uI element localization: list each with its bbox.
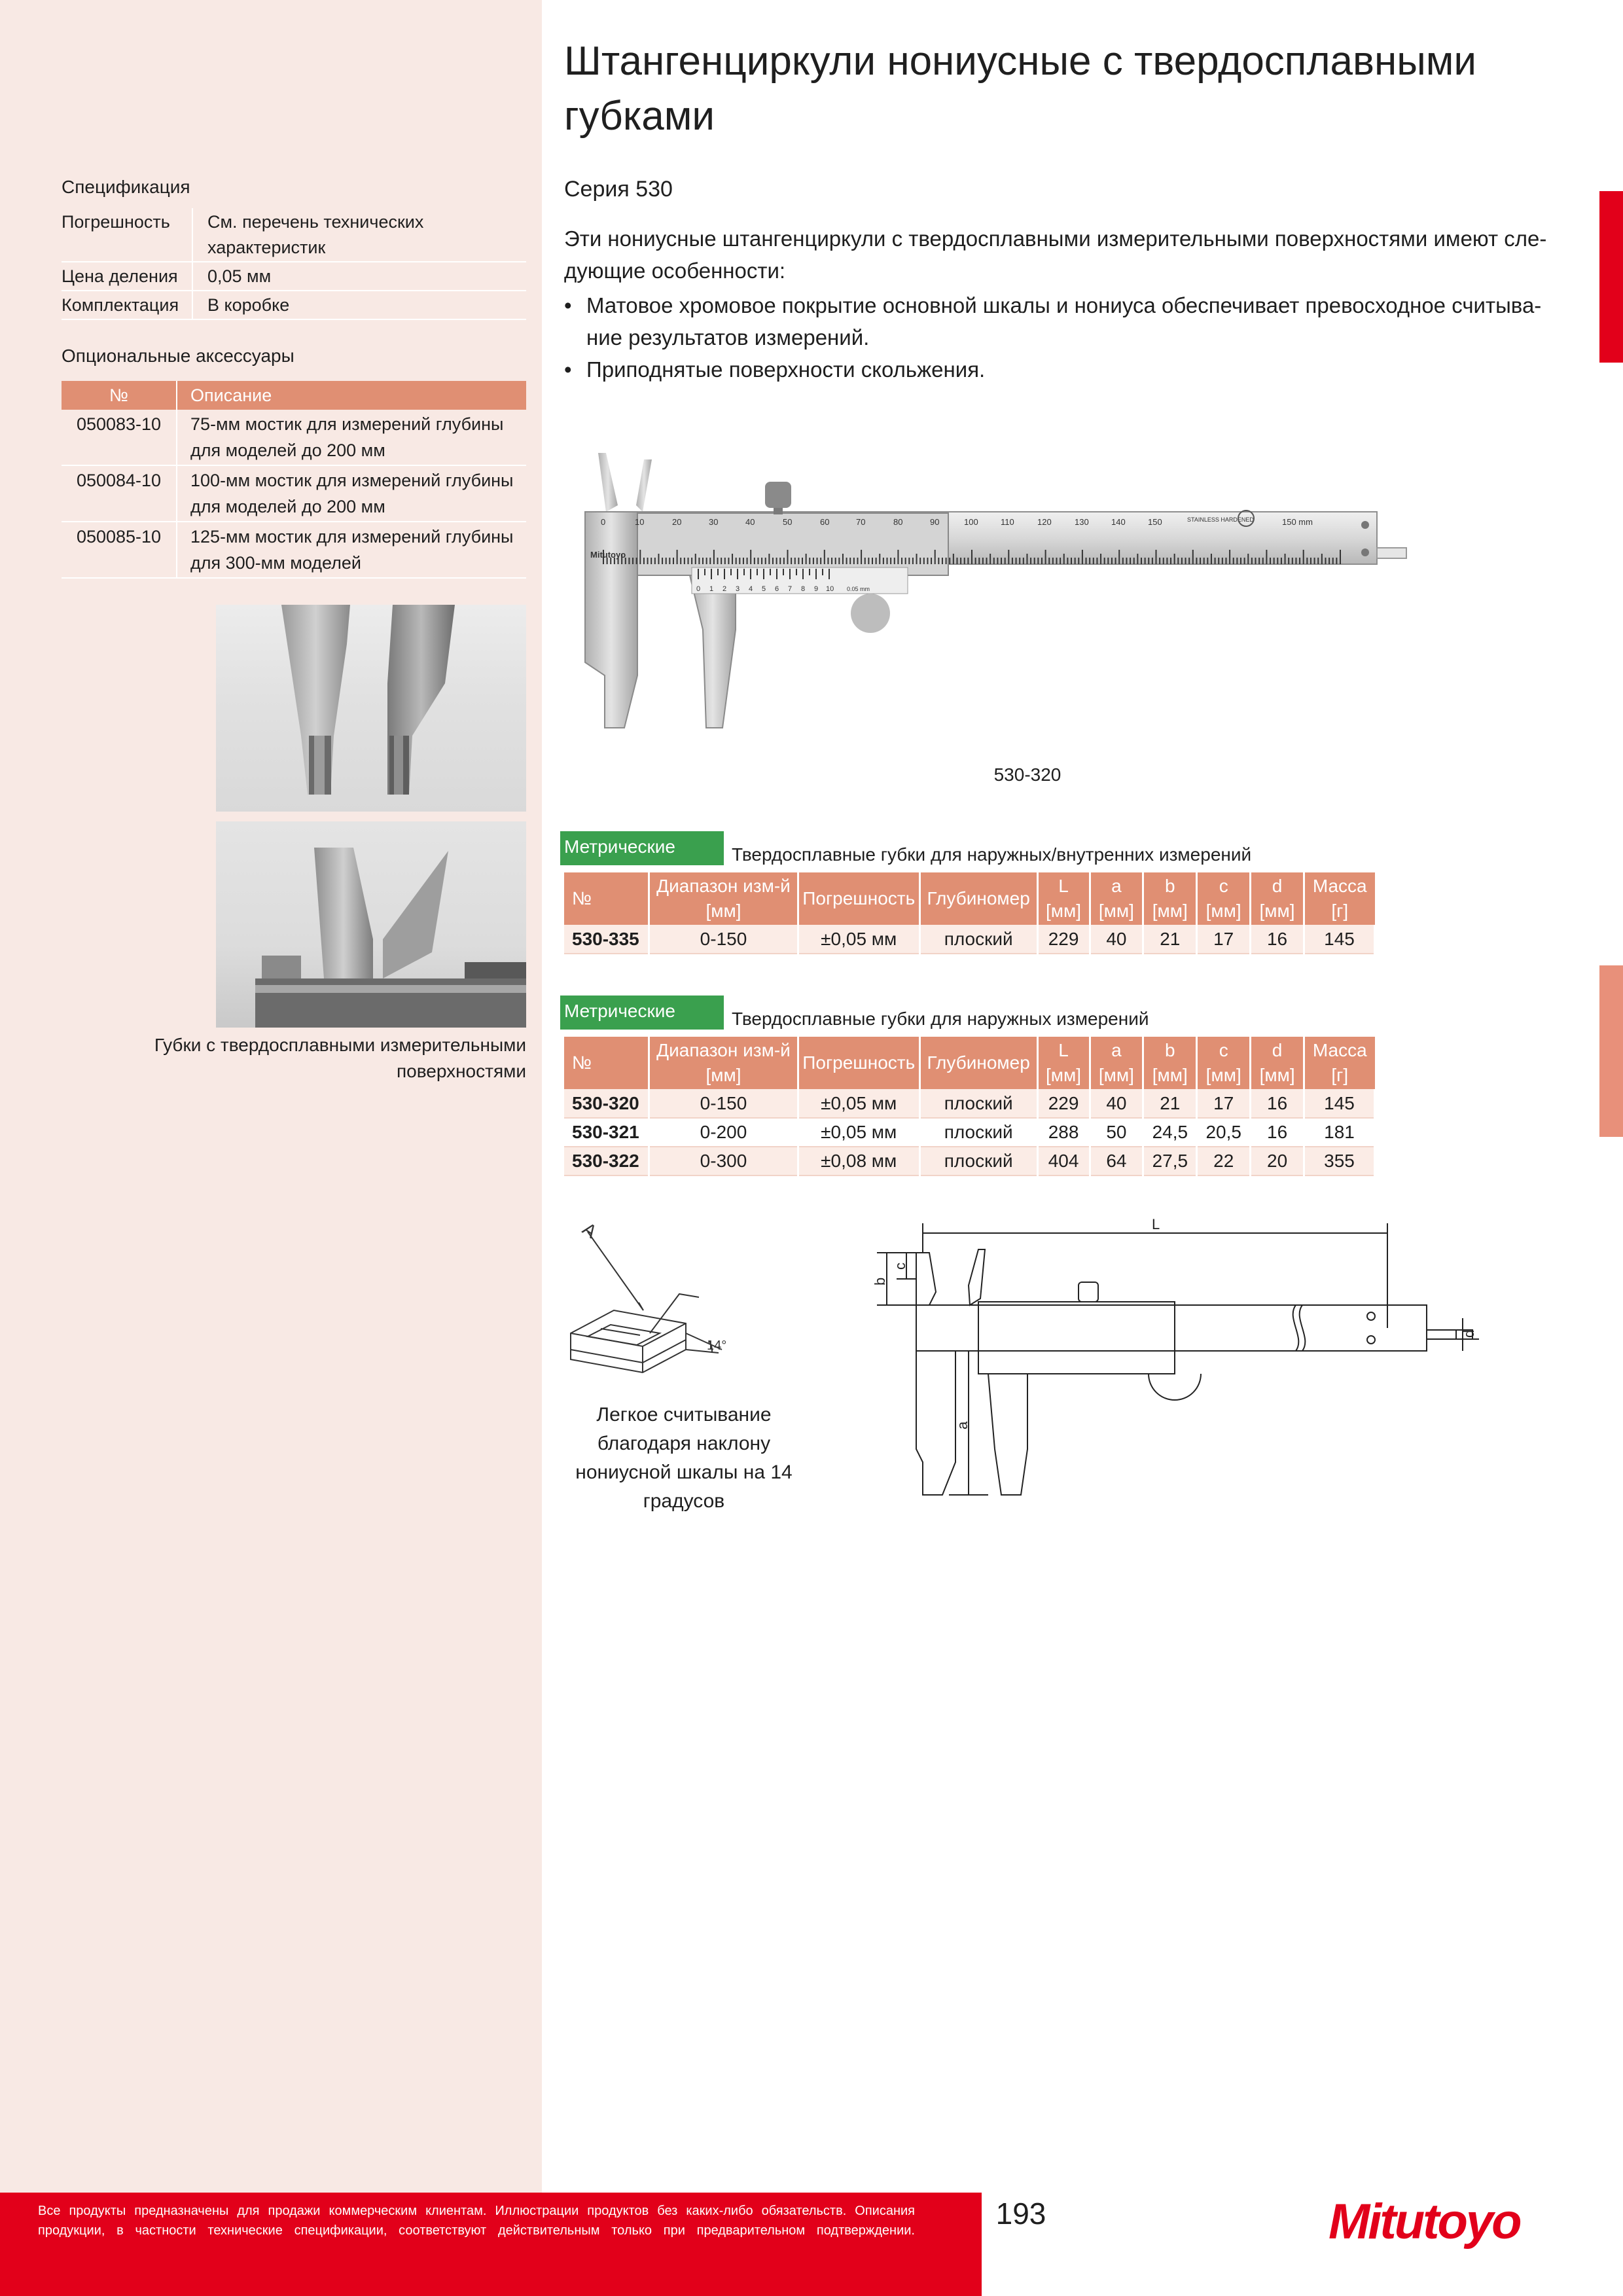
cell-L: 229	[1037, 1089, 1090, 1118]
col-d: d [мм]	[1251, 872, 1304, 925]
table2-tag: Метрические	[560, 996, 724, 1030]
cell-depth: плоский	[919, 925, 1037, 954]
scale-number: 40	[745, 517, 755, 527]
col-d: d [мм]	[1251, 1037, 1304, 1089]
spec-key: Погрешность	[62, 208, 192, 262]
spec-title: Спецификация	[62, 177, 190, 197]
spec-row	[62, 208, 526, 262]
dim-label-L: L	[1152, 1216, 1160, 1232]
dim-label-a: a	[954, 1421, 971, 1429]
accessory-desc: 125-мм мостик для измерений глубины для 300-мм моделей	[177, 522, 526, 578]
cell-b: 21	[1143, 925, 1197, 954]
cell-b: 21	[1143, 1089, 1197, 1118]
cell-L: 229	[1037, 925, 1090, 954]
accessory-desc: 75-мм мостик для измерений глубины для моделей до 200 мм	[177, 410, 526, 465]
col-a: a [мм]	[1090, 1037, 1143, 1089]
caliper-product-photo	[565, 414, 1482, 767]
cell-d: 16	[1251, 925, 1304, 954]
cell-b: 27,5	[1143, 1147, 1197, 1175]
dimension-illustration	[870, 1213, 1492, 1501]
scale-number: 140	[1111, 517, 1126, 527]
scale-number: 120	[1037, 517, 1052, 527]
angle-caption: Легкое считывание благодаря наклону нониусной шкалы на 14 градусов	[575, 1404, 793, 1512]
scale-number: 10	[635, 517, 645, 527]
col-L: L [мм]	[1037, 1037, 1090, 1089]
vernier-number: 9	[814, 585, 819, 593]
caliper-illustration	[565, 414, 1482, 767]
table-row	[564, 925, 1375, 954]
col-c: c [мм]	[1197, 1037, 1251, 1089]
scale-number: 80	[893, 517, 903, 527]
scale-number: 110	[1001, 517, 1014, 527]
cell-depth: плоский	[919, 1147, 1037, 1175]
cell-d: 20	[1251, 1147, 1304, 1175]
cell-accuracy: ±0,05 мм	[798, 1089, 919, 1118]
scale-number: 150	[1148, 517, 1162, 527]
accessory-desc: 100-мм мостик для измерений глубины для моделей до 200 мм	[177, 465, 526, 522]
side-tab-red	[1599, 191, 1623, 363]
accessory-row	[62, 410, 526, 465]
accessories-header-no: №	[62, 381, 177, 410]
table2-subtitle: Твердосплавные губки для наружных измерений	[732, 1009, 1149, 1029]
table1	[564, 872, 1376, 954]
spec-row	[62, 262, 526, 291]
vernier-number: 4	[749, 585, 753, 593]
vernier-number: 7	[788, 585, 793, 593]
page-number: 193	[995, 2197, 1046, 2231]
spec-value: 0,05 мм	[192, 262, 526, 291]
vernier-number: 3	[736, 585, 740, 593]
table2	[564, 1037, 1376, 1176]
page-title: Штангенциркули нониусные с твердосплавными губками	[564, 39, 1477, 139]
mitutoyo-logo: Mitutoyo	[1329, 2194, 1520, 2250]
scale-number: 70	[856, 517, 866, 527]
cell-accuracy: ±0,05 мм	[798, 925, 919, 954]
dim-label-b: b	[872, 1277, 888, 1285]
jaw-tips-photo	[216, 605, 526, 812]
vernier-number: 5	[762, 585, 766, 593]
cell-model: 530-321	[564, 1118, 649, 1147]
table-row	[564, 1147, 1375, 1175]
brand-mark: Mitutoyo	[590, 550, 626, 560]
intro-paragraph: Эти нониусные штангенциркули с твердосплавными измерительными поверхностями имеют сле- дующие особенности:	[564, 226, 1547, 283]
spec-key: Цена деления	[62, 262, 192, 291]
cell-mass: 145	[1304, 925, 1375, 954]
table1-subtitle: Твердосплавные губки для наружных/внутренних измерений	[732, 844, 1252, 865]
cell-c: 17	[1197, 1089, 1251, 1118]
feature-item: • Матовое хромовое покрытие основной шкалы и нониуса обеспечивает превосходное считыва- ние результатов измерений.	[564, 289, 1559, 353]
feature-item: • Приподнятые поверхности скольжения.	[564, 353, 1559, 386]
vernier-number: 1	[709, 585, 714, 593]
col-no: №	[564, 872, 649, 925]
accessory-code: 050085-10	[62, 522, 177, 578]
vernier-unit: 0.05 mm	[847, 586, 870, 592]
cell-a: 40	[1090, 925, 1143, 954]
scale-number: 50	[783, 517, 793, 527]
dim-label-d: d	[1461, 1329, 1477, 1338]
cell-L: 288	[1037, 1118, 1090, 1147]
screw-icon	[1361, 521, 1369, 529]
cell-model: 530-320	[564, 1089, 649, 1118]
jaw-photo-caption: Губки с твердосплавными измерительными поверхностями	[154, 1035, 526, 1081]
scale-number: 90	[930, 517, 940, 527]
dim-label-c: c	[892, 1263, 908, 1270]
table-header-row	[564, 872, 1375, 925]
table1-tag: Метрические	[560, 831, 724, 865]
col-range: Диапазон изм-й [мм]	[649, 872, 798, 925]
cell-depth: плоский	[919, 1118, 1037, 1147]
accessories-header-desc: Описание	[177, 381, 526, 410]
cell-model: 530-322	[564, 1147, 649, 1175]
cell-range: 0-300	[649, 1147, 798, 1175]
cell-d: 16	[1251, 1118, 1304, 1147]
col-b: b [мм]	[1143, 872, 1197, 925]
series-label: Серия 530	[564, 177, 673, 202]
col-mass: Масса [г]	[1304, 872, 1375, 925]
cell-range: 0-150	[649, 1089, 798, 1118]
accessory-row	[62, 522, 526, 578]
cell-accuracy: ±0,08 мм	[798, 1147, 919, 1175]
scale-number: 0	[601, 517, 606, 527]
scale-number: 20	[672, 517, 682, 527]
angle-label-a: A	[579, 1219, 601, 1242]
jaw-tips-illustration	[216, 605, 526, 812]
photo-model-label: 530-320	[993, 764, 1061, 785]
spec-key: Комплектация	[62, 291, 192, 319]
jaw-closeup-photo	[216, 821, 526, 1028]
cell-c: 22	[1197, 1147, 1251, 1175]
col-range: Диапазон изм-й [мм]	[649, 1037, 798, 1089]
col-accuracy: Погрешность	[798, 872, 919, 925]
spec-row	[62, 291, 526, 319]
feature-list	[564, 289, 1559, 386]
cell-L: 404	[1037, 1147, 1090, 1175]
accessory-code: 050083-10	[62, 410, 177, 465]
table-header-row	[564, 1037, 1375, 1089]
vernier-number: 8	[801, 585, 806, 593]
left-panel-background	[0, 0, 542, 2193]
col-a: a [мм]	[1090, 872, 1143, 925]
col-L: L [мм]	[1037, 872, 1090, 925]
col-depth: Глубиномер	[919, 1037, 1037, 1089]
side-tab-pink	[1599, 965, 1623, 1137]
cell-a: 50	[1090, 1118, 1143, 1147]
footer-disclaimer: Все продукты предназначены для продажи коммерческим клиентам. Иллюстрации продуктов без каких-либо обязательств. Описания продукции, в частности технические спецификации, соответствуют действительным только при предварительном подтверждении.	[38, 2204, 915, 2238]
spec-value: См. перечень технических характеристик	[192, 208, 526, 262]
cell-a: 64	[1090, 1147, 1143, 1175]
cell-range: 0-200	[649, 1118, 798, 1147]
col-c: c [мм]	[1197, 872, 1251, 925]
cell-accuracy: ±0,05 мм	[798, 1118, 919, 1147]
cell-depth: плоский	[919, 1089, 1037, 1118]
scale-number: 60	[820, 517, 830, 527]
accessory-row	[62, 465, 526, 522]
col-no: №	[564, 1037, 649, 1089]
vernier-number: 0	[696, 585, 701, 593]
screw-icon	[1361, 548, 1369, 556]
cell-d: 16	[1251, 1089, 1304, 1118]
col-mass: Масса [г]	[1304, 1037, 1375, 1089]
cell-mass: 355	[1304, 1147, 1375, 1175]
col-depth: Глубиномер	[919, 872, 1037, 925]
table-row	[564, 1089, 1375, 1118]
scale-number: 130	[1075, 517, 1089, 527]
col-accuracy: Погрешность	[798, 1037, 919, 1089]
vernier-number: 6	[775, 585, 779, 593]
scale-number: 100	[964, 517, 978, 527]
cell-mass: 181	[1304, 1118, 1375, 1147]
jaw-closeup-illustration	[216, 821, 526, 1028]
angle-illustration	[562, 1219, 784, 1402]
cell-b: 24,5	[1143, 1118, 1197, 1147]
cell-range: 0-150	[649, 925, 798, 954]
scale-number: 30	[709, 517, 719, 527]
accessory-code: 050084-10	[62, 465, 177, 522]
table-row	[564, 1118, 1375, 1147]
col-b: b [мм]	[1143, 1037, 1197, 1089]
cell-model: 530-335	[564, 925, 649, 954]
accessories-header-row	[62, 381, 526, 410]
angle-value: 14°	[707, 1338, 727, 1353]
spec-value: В коробке	[192, 291, 526, 319]
cell-c: 17	[1197, 925, 1251, 954]
accessories-table	[62, 381, 526, 579]
spec-table	[62, 208, 526, 320]
cell-mass: 145	[1304, 1089, 1375, 1118]
scale-number: 150 mm	[1282, 517, 1313, 527]
vernier-angle-diagram	[562, 1219, 784, 1402]
vernier-number: 10	[826, 585, 834, 593]
cell-a: 40	[1090, 1089, 1143, 1118]
steel-mark: STAINLESS HARDENED	[1187, 516, 1254, 523]
vernier-number: 2	[722, 585, 727, 593]
caliper-dimension-diagram	[870, 1213, 1492, 1501]
cell-c: 20,5	[1197, 1118, 1251, 1147]
accessories-title: Опциональные аксессуары	[62, 346, 294, 366]
